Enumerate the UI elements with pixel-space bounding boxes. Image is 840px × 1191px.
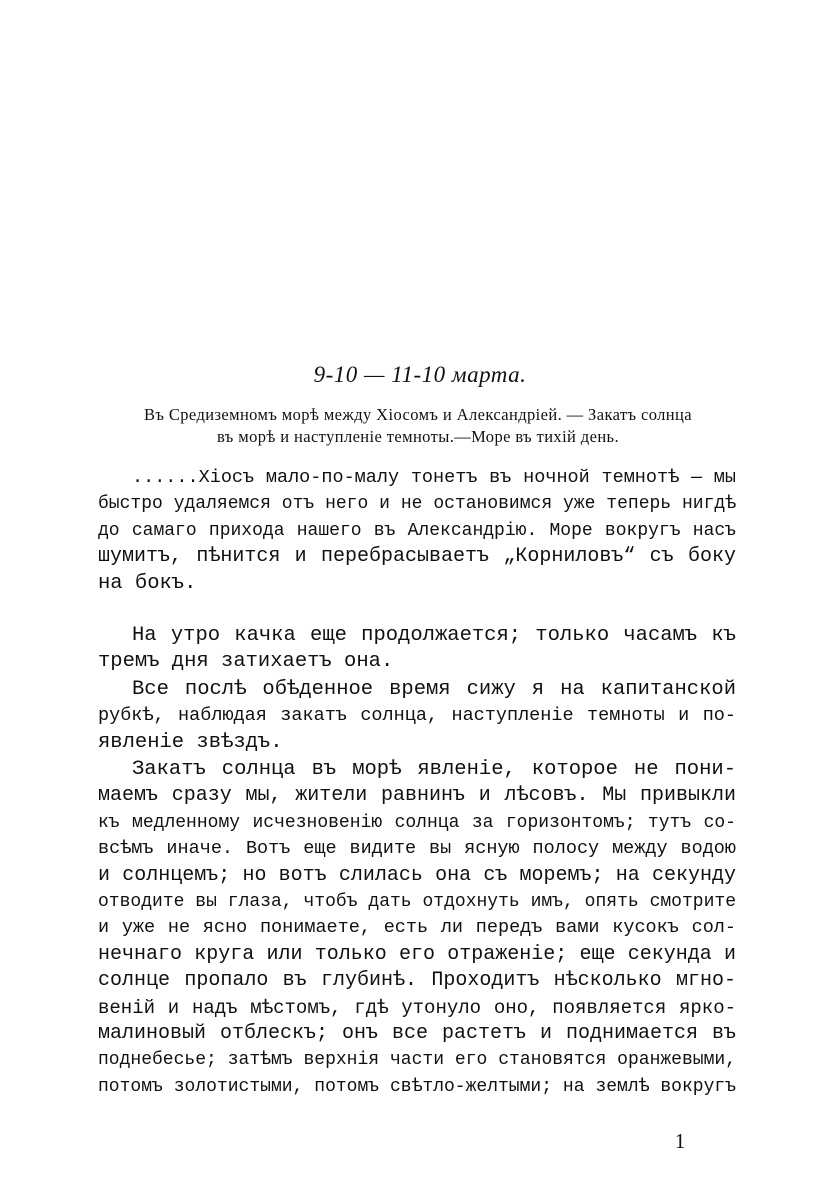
text-line: и уже не ясно понимаете, есть ли передъ вами кусокъ сол- <box>98 917 736 939</box>
page-number: 1 <box>674 1129 686 1153</box>
text-line: всѣмъ иначе. Вотъ еще видите вы ясную полосу между водою <box>98 838 736 860</box>
paragraph-2 <box>98 623 736 676</box>
paragraph-3 <box>98 677 736 756</box>
text-line: быстро удаляемся отъ него и не остановимся уже теперь нигдѣ <box>98 494 736 515</box>
summary-line: Въ Средиземномъ морѣ между Хіосомъ и Александріей. — Закатъ солнца <box>144 405 692 424</box>
text-line: явленіе звѣздъ. <box>98 730 283 754</box>
text-line: рубкѣ, наблюдая закатъ солнца, наступленіе темноты и по- <box>98 705 736 727</box>
text-line: отводите вы глаза, чтобъ дать отдохнуть имъ, опять смотрите <box>98 892 736 913</box>
text-line: солнце пропало въ глубинѣ. Проходитъ нѣсколько мгно- <box>98 969 736 993</box>
text-line: Закатъ солнца въ морѣ явленіе, которое не пони- <box>132 758 736 781</box>
paragraph-4 <box>98 757 736 1100</box>
text-line: поднебесье; затѣмъ верхнія части его становятся оранжевыми, <box>98 1050 736 1071</box>
text-line: на бокъ. <box>98 571 197 595</box>
text-line: ......Хіосъ мало-по-малу тонетъ въ ночной темнотѣ — мы <box>132 467 736 488</box>
date-heading: 9-10 — 11-10 марта. <box>313 362 527 387</box>
text-line: до самаго прихода нашего въ Александрію. Море вокругъ насъ <box>98 520 736 541</box>
text-line: шумитъ, пѣнится и перебрасываетъ „Корниловъ“ съ боку <box>98 545 736 569</box>
text-line: веній и надъ мѣстомъ, гдѣ утонуло оно, появляется ярко- <box>98 996 736 1019</box>
text-line: Все послѣ обѣденное время сижу я на капитанской <box>132 678 736 701</box>
text-line: маемъ сразу мы, жители равнинъ и лѣсовъ. Мы привыкли <box>98 784 736 808</box>
text-line: малиновый отблескъ; онъ все растетъ и поднимается въ <box>98 1022 736 1046</box>
text-line: къ медленному исчезновенію солнца за горизонтомъ; тутъ со- <box>98 812 736 833</box>
text-line: тремъ дня затихаетъ она. <box>98 650 394 674</box>
paragraph-1 <box>98 465 736 597</box>
text-line: нечнаго круга или только его отраженіе; еще секунда и <box>98 942 736 966</box>
text-line: потомъ золотистыми, потомъ свѣтло-желтыми; на землѣ вокругъ <box>98 1076 736 1097</box>
summary-line: въ морѣ и наступленіе темноты.—Море въ тихій день. <box>216 427 620 446</box>
chapter-summary <box>102 404 734 448</box>
text-line: и солнцемъ; но вотъ слилась она съ моремъ; на секунду <box>98 863 736 887</box>
text-line: На утро качка еще продолжается; только часамъ къ <box>132 624 736 647</box>
